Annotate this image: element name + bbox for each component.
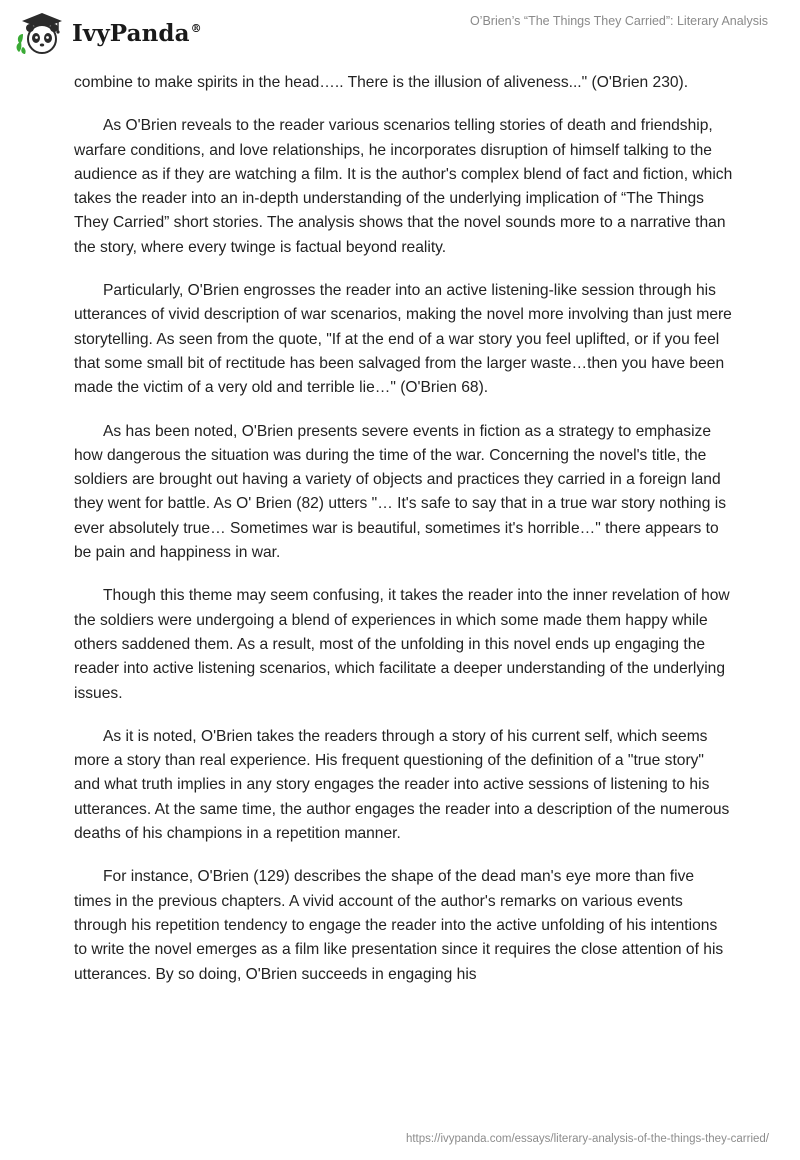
paragraph: As it is noted, O'Brien takes the readers through a story of his current self, which seems more a story than real experience. His frequent questioning of the definition of a "true story" and what truth implies in any story engages the reader into active sessions of listening to his utterances. At the same time, the author engages the reader into a description of the numerous deaths of his champions in a repetition manner. — [74, 727, 730, 843]
trademark-mark: ® — [190, 21, 202, 35]
paragraph: As has been noted, O'Brien presents severe events in fiction as a strategy to emphasize how dangerous the situation was during the time of the war. Concerning the novel's title, the soldiers are brought out having a variety of objects and practices they carried in a foreign land they went for battle. As O' Brien (82) utters "… It's safe to say that in a true war story nothing is ever absolutely true… Sometimes war is beautiful, sometimes it's horrible…" there appears to be pain and happiness in war. — [74, 422, 726, 562]
paragraph: As O'Brien reveals to the reader various scenarios telling stories of death and friendship, warfare conditions, and love relationships, he incorporates disruption of himself talking to the audience as if they are watching a film. It is the author's complex blend of fact and fiction, which takes the reader into an in-depth understanding of the underlying implication of “The Things They Carried” short stories. The analysis shows that the novel sounds more to a narrative than the story, where every twinge is factual beyond reality. — [74, 117, 733, 256]
source-url-link[interactable]: https://ivypanda.com/essays/literary-analysis-of-the-things-they-carried/ — [405, 1133, 769, 1145]
essay-body — [74, 71, 734, 1006]
paragraph: For instance, O'Brien (129) describes the shape of the dead man's eye more than five times in the previous chapters. A vivid account of the author's remarks on various events through his repetition tendency to engage the reader into the active unfolding of his intentions to write the novel emerges as a film like presentation since it requires the close attention of his utterances. By so doing, O'Brien succeeds in engaging his — [74, 868, 724, 983]
paragraph: Particularly, O'Brien engrosses the reader into an active listening-like session through his utterances of vivid description of war scenarios, making the novel more involving than just mere storytelling. As seen from the quote, "If at the end of a war story you feel uplifted, or if you feel that some small bit of rectitude has been salvaged from the larger waste…then you have been made the victim of a very old and terrible lie…" (O'Brien 68). — [74, 282, 732, 397]
paragraph: Though this theme may seem confusing, it takes the reader into the inner revelation of how the soldiers were undergoing a blend of experiences in which some made them happy while others saddened them. As a result, most of the unfolding in this novel ends up engaging the reader into active listening scenarios, which facilitate a deeper understanding of the underlying issues. — [74, 587, 730, 702]
document-title: O’Brien’s “The Things They Carried”: Literary Analysis — [469, 14, 768, 28]
brand-name — [72, 20, 202, 47]
brand-label: IvyPanda — [72, 19, 190, 47]
page-header — [0, 0, 800, 70]
ivypanda-logo[interactable] — [14, 8, 202, 58]
paragraph: combine to make spirits in the head….. There is the illusion of aliveness..." (O'Brien 230). — [74, 74, 689, 91]
panda-graduate-icon — [14, 10, 66, 56]
